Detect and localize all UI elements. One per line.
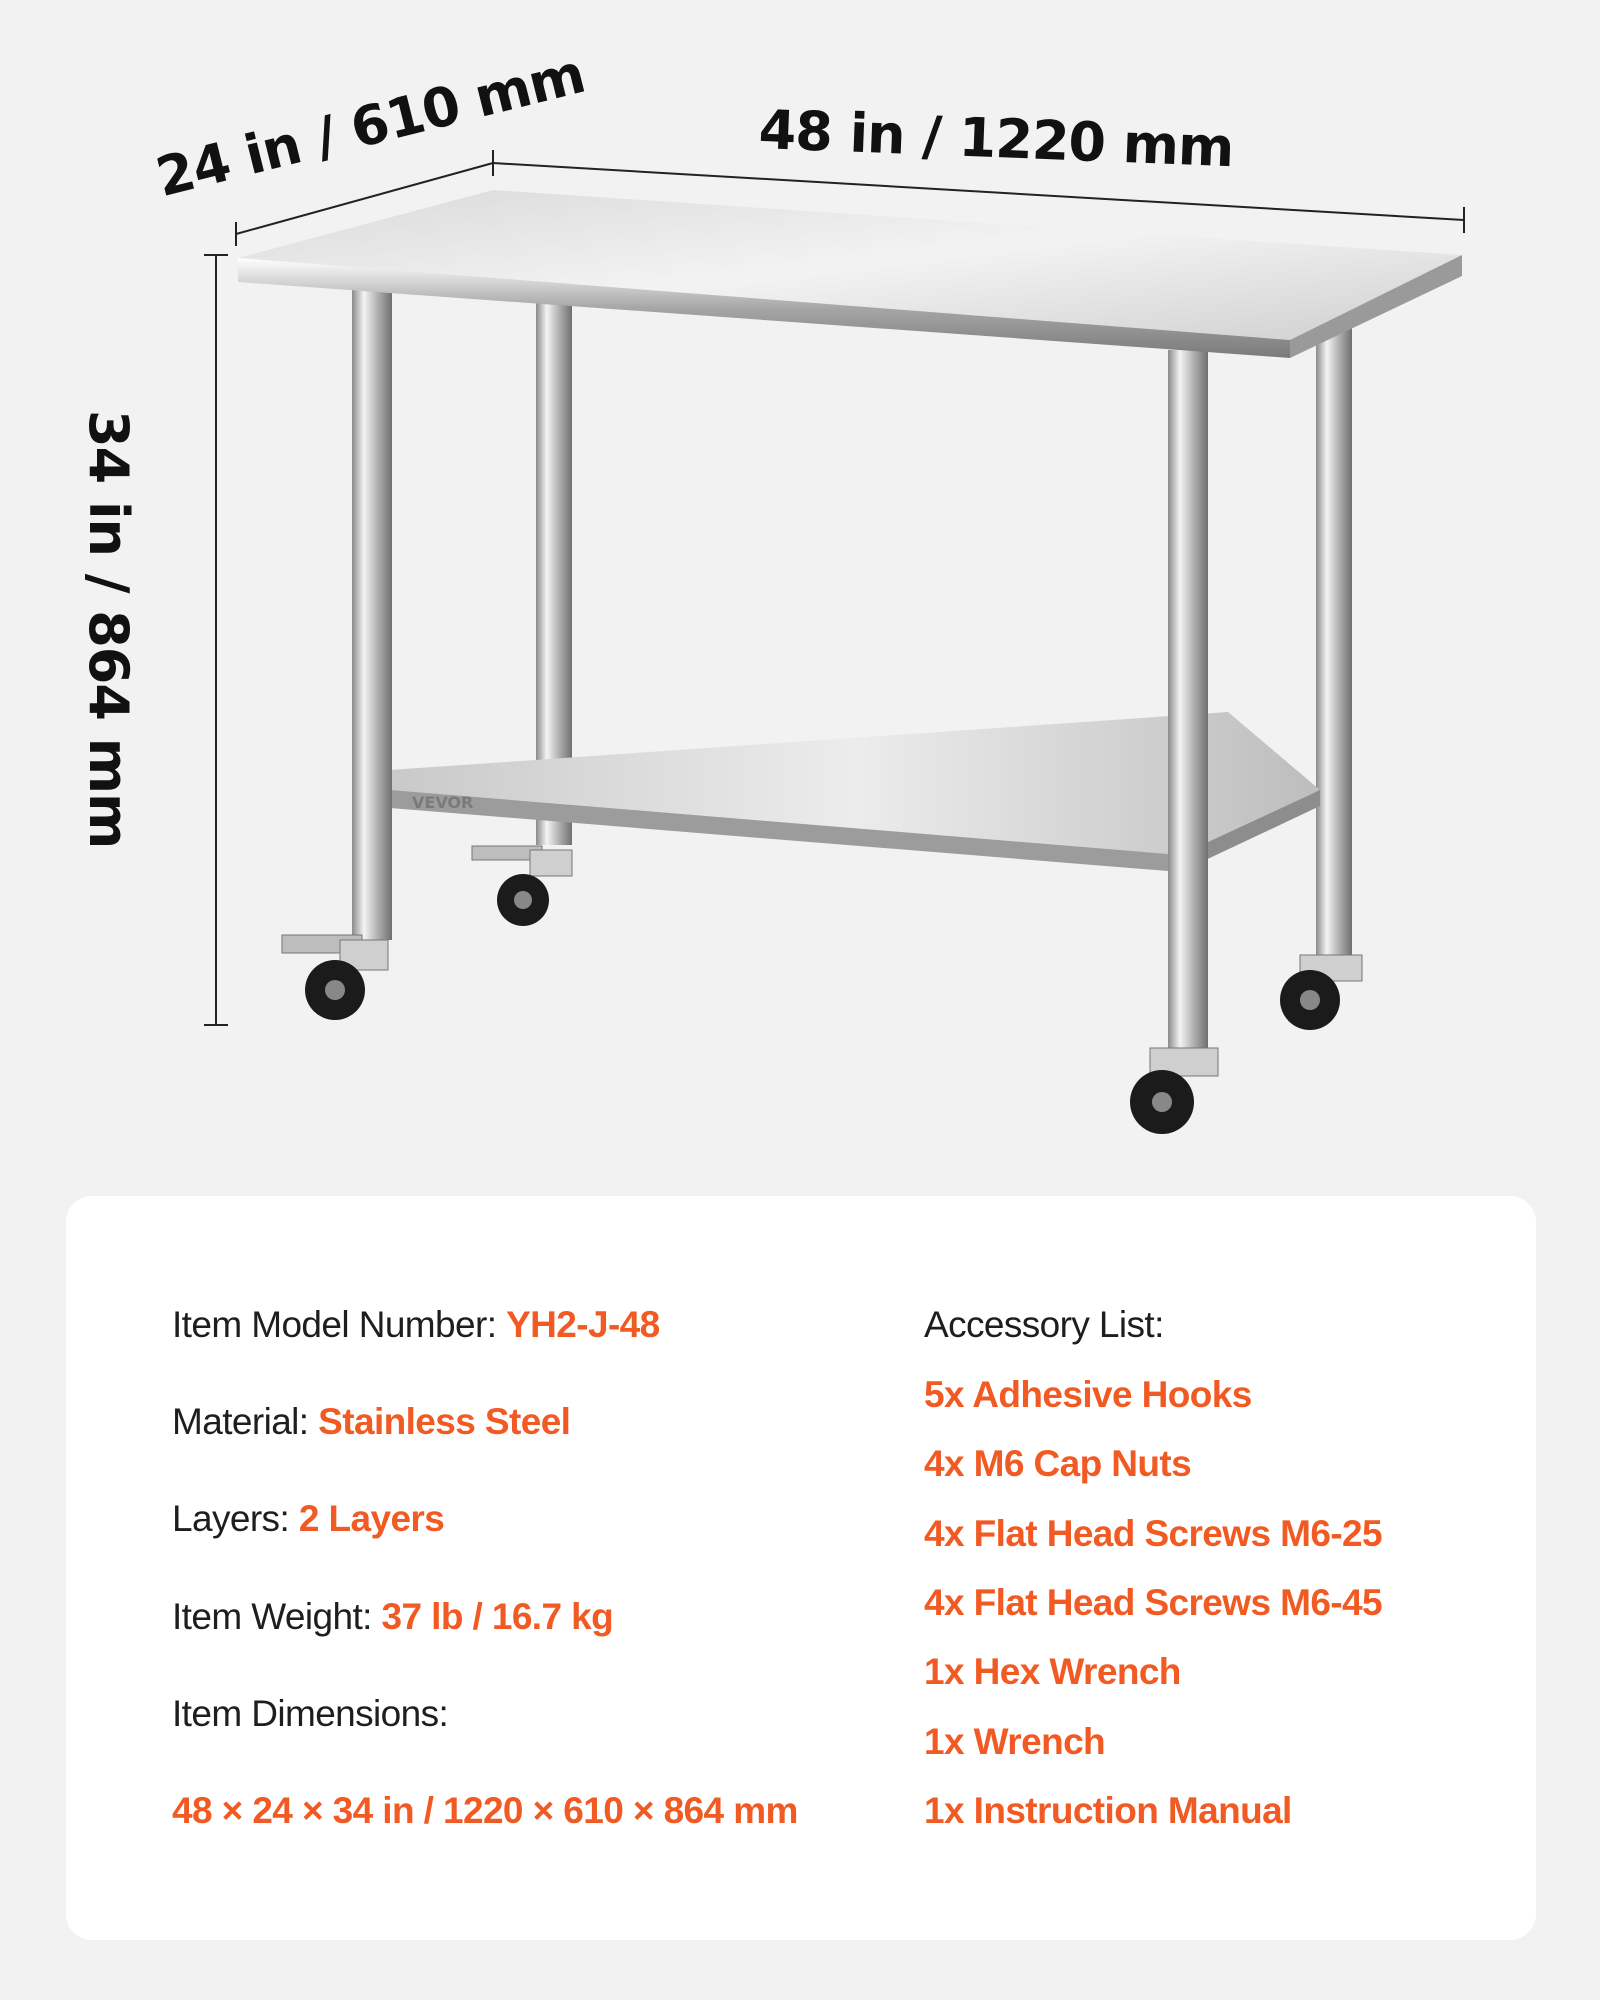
caster-back-right — [1280, 955, 1362, 1030]
accessory-list-title: Accessory List: — [924, 1304, 1164, 1345]
spec-dimensions-value: 48 × 24 × 34 in / 1220 × 610 × 864 mm — [172, 1790, 798, 1831]
spec-material-value: Stainless Steel — [318, 1401, 571, 1442]
back-right-leg — [1316, 320, 1352, 960]
spec-model-value: YH2-J-48 — [506, 1304, 660, 1345]
accessory-item: 1x Wrench — [924, 1721, 1106, 1762]
front-right-leg — [1168, 350, 1208, 1050]
brand-logo: VEVOR — [412, 793, 474, 812]
accessory-item: 4x Flat Head Screws M6-25 — [924, 1513, 1382, 1554]
accessory-item: 4x Flat Head Screws M6-45 — [924, 1582, 1382, 1623]
depth-dimension-label: 24 in / 610 mm — [150, 41, 591, 210]
spec-weight-label: Item Weight: — [172, 1596, 372, 1637]
spec-weight-value: 37 lb / 16.7 kg — [381, 1596, 614, 1637]
accessory-item: 4x M6 Cap Nuts — [924, 1443, 1192, 1484]
spec-layers — [172, 1498, 444, 1540]
accessory-item: 5x Adhesive Hooks — [924, 1374, 1252, 1415]
spec-layers-value: 2 Layers — [298, 1498, 445, 1539]
spec-layers-label: Layers: — [172, 1498, 290, 1539]
spec-dimensions-label: Item Dimensions: — [172, 1693, 449, 1734]
spec-model — [172, 1304, 660, 1346]
accessory-item: 1x Hex Wrench — [924, 1651, 1181, 1692]
specification-card — [66, 1196, 1536, 1940]
caster-front-right — [1130, 1048, 1218, 1134]
height-dimension-label: 34 in / 864 mm — [77, 410, 140, 849]
spec-dimensions-label-line — [172, 1693, 448, 1735]
accessory-item: 1x Instruction Manual — [924, 1790, 1292, 1831]
spec-material-label: Material: — [172, 1401, 309, 1442]
caster-front-left — [282, 935, 388, 1020]
spec-weight — [172, 1596, 613, 1638]
width-dimension-label: 48 in / 1220 mm — [757, 98, 1235, 180]
caster-back-left — [472, 846, 572, 926]
spec-dimensions-value-line — [172, 1790, 798, 1832]
spec-model-label: Item Model Number: — [172, 1304, 497, 1345]
front-left-leg — [352, 285, 392, 940]
spec-material — [172, 1401, 570, 1443]
